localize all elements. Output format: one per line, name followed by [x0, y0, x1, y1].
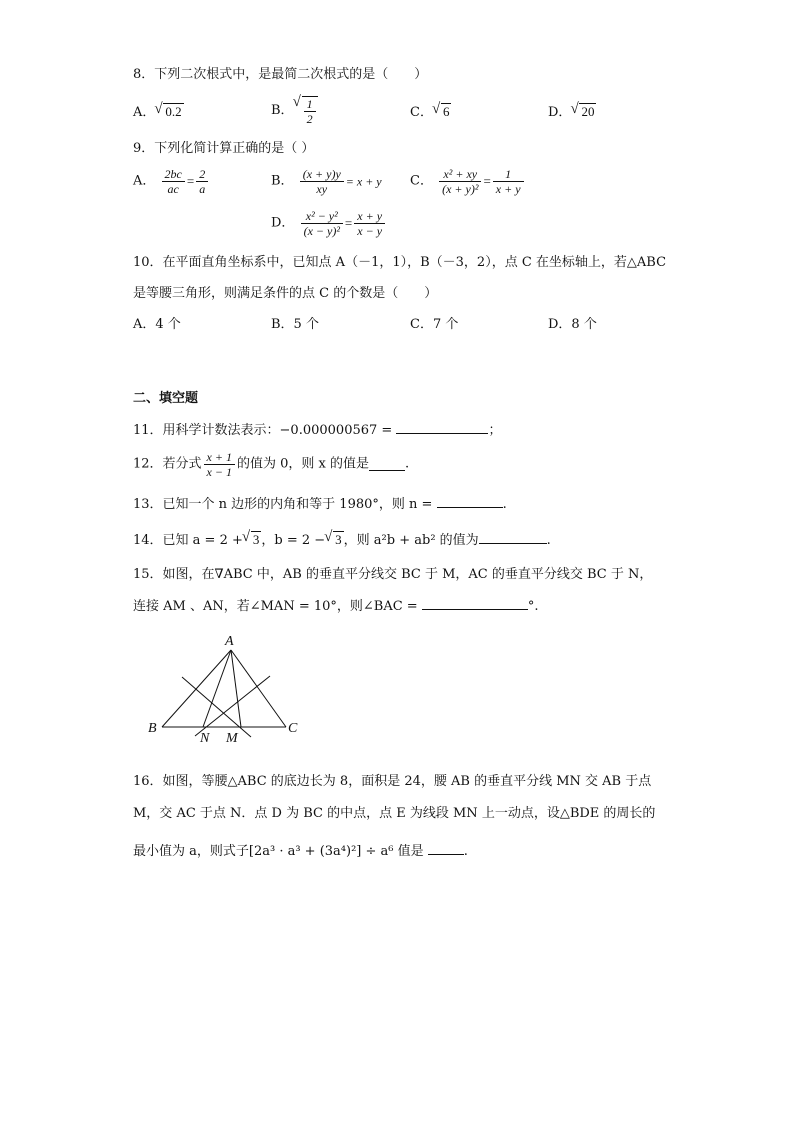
q8-b-label: B． [271, 103, 294, 118]
q9-option-c: C． $\frac{\text{x² + xy}}{\text{(x + y)²}}$ = $\frac{1}{x + y}$ [410, 167, 526, 196]
q14-mid: ，b = 2 − [261, 533, 326, 548]
q9-d-rden: x − y [357, 224, 383, 238]
q8-a-sqrt: √ 0.2 [163, 103, 183, 119]
q8-d-sqrt: √ 20 [579, 103, 596, 119]
q15-line2: 连接 AM 、AN，若∠MAN = 10°，则∠BAC = [133, 599, 418, 614]
q14-answer-blank[interactable] [479, 531, 547, 544]
label-a: A [225, 634, 234, 649]
q9-a-lden: ac [167, 182, 179, 196]
q9-c-rden: x + y [495, 182, 521, 196]
q14-tail: . [546, 533, 551, 548]
q16-line3-wrap [133, 842, 468, 861]
q9-b-rhs: = x + y [345, 174, 382, 189]
q15-answer-blank[interactable] [422, 597, 528, 610]
q14-pre: 14．已知 a = 2 + [133, 533, 243, 548]
q9-a-rden: a [199, 182, 206, 196]
q9-b-label: B． [271, 173, 294, 189]
q16-tail: . [463, 844, 468, 859]
q8-c-sqrt: √ 6 [441, 103, 452, 119]
q15-tail: °. [527, 599, 539, 614]
q14-sqrt1: √ 3 [251, 531, 262, 547]
q10-option-d: D．8 个 [548, 317, 597, 332]
q16-line1: 16．如图，等腰△ABC 的底边长为 8，面积是 24，腰 AB 的垂直平分线 MN 交 AB 于点 [133, 774, 652, 789]
q14-sqrt2: √ 3 [333, 531, 344, 547]
q8-a-label: A． [133, 105, 156, 120]
q10-option-b: B．5 个 [271, 317, 319, 332]
q12 [133, 450, 409, 479]
q9-a-lnum: 2bc [162, 167, 185, 182]
q11-text: 11．用科学计数法表示：−0.000000567 = [133, 423, 393, 438]
q16-line2: M，交 AC 于点 N．点 D 为 BC 的中点，点 E 为线段 MN 上一动点，设△BDE 的周长的 [133, 806, 656, 821]
q15-line1: 15．如图，在∇ABC 中，AB 的垂直平分线交 BC 于 M，AC 的垂直平分线交 BC 于 N， [133, 567, 653, 582]
q16-line3: 最小值为 a，则式子[2a³ · a³ + (3a⁴)²] ÷ a⁶ 值是 [133, 844, 424, 859]
section-title: 二、填空题 [133, 391, 199, 406]
q8-option-b [271, 96, 318, 126]
label-m: M [226, 731, 238, 745]
q14 [133, 531, 551, 550]
q12-answer-blank[interactable] [369, 458, 405, 471]
perp-bisector-ab [182, 677, 251, 737]
q10-line2: 是等腰三角形，则满足条件的点 C 的个数是（ ） [133, 286, 438, 301]
q9-a-rnum: 2 [196, 167, 208, 182]
q16-answer-blank[interactable] [428, 842, 464, 855]
q10-line1: 10．在平面直角坐标系中，已知点 A（－1，1），B（－3，2），点 C 在坐标轴上，若△ABC [133, 255, 667, 270]
q12-post: 的值为 0，则 x 的值是 [236, 456, 369, 472]
q8-option-a [133, 103, 184, 122]
triangle-figure [140, 630, 320, 745]
q9-d-label: D． [271, 215, 295, 231]
q9-option-d: D． $\frac{\text{x² − y²}}{\text{(x − y)²}}$ = $\frac{x + y}{x - y}$ [271, 209, 387, 238]
q8-option-d [548, 103, 596, 122]
q8-c-label: C． [410, 105, 433, 120]
q8-b-num: √ 1 [304, 97, 316, 112]
q9-c-label: C． [410, 173, 433, 189]
q8-d-label: D． [548, 105, 572, 120]
q9-a-label: A． [133, 173, 156, 189]
q12-pre: 12．若分式 [133, 456, 202, 472]
label-c: C [288, 721, 298, 736]
q9-d-rnum: x + y [354, 209, 385, 224]
q9-option-b [271, 167, 382, 196]
label-b: B [148, 721, 157, 736]
q10-option-c: C．7 个 [410, 317, 459, 332]
q9-c-num: x² + xy [439, 167, 481, 182]
q13-tail: . [502, 497, 507, 512]
q13-answer-blank[interactable] [437, 495, 503, 508]
q8-option-c [410, 103, 451, 122]
q8-b-sqrt [302, 96, 318, 126]
q13 [133, 495, 507, 514]
q13-text: 13．已知一个 n 边形的内角和等于 1980°，则 n = [133, 497, 433, 512]
q14-post: ，则 a²b + ab² 的值为 [343, 533, 479, 548]
q9-stem: 9．下列化简计算正确的是（ ） [133, 141, 315, 156]
q9-d-num: x² − y² [301, 209, 343, 224]
label-n: N [200, 731, 210, 745]
q12-den: x − 1 [206, 465, 232, 479]
q8-stem: 8．下列二次根式中，是最简二次根式的是（ ） [133, 67, 428, 82]
q11 [133, 421, 501, 440]
q11-answer-blank[interactable] [396, 421, 488, 434]
q10-option-a: A．4 个 [133, 317, 181, 332]
q15-line2-wrap [133, 597, 538, 616]
q11-tail: ； [488, 423, 502, 438]
q9-option-a: A． $\frac{2bc}{ac}$ = $\frac{2}{a}$ [133, 167, 210, 196]
q9-c-rnum: 1 [493, 167, 524, 182]
q9-b-num: (x + y)y [300, 167, 344, 182]
q8-b-den: 2 [306, 112, 313, 126]
q9-b-den: xy [316, 182, 328, 196]
q9-d-den: (x − y)² [303, 224, 340, 238]
q12-tail: . [404, 456, 410, 472]
q12-num: x + 1 [204, 450, 235, 465]
q9-c-den: (x + y)² [442, 182, 479, 196]
